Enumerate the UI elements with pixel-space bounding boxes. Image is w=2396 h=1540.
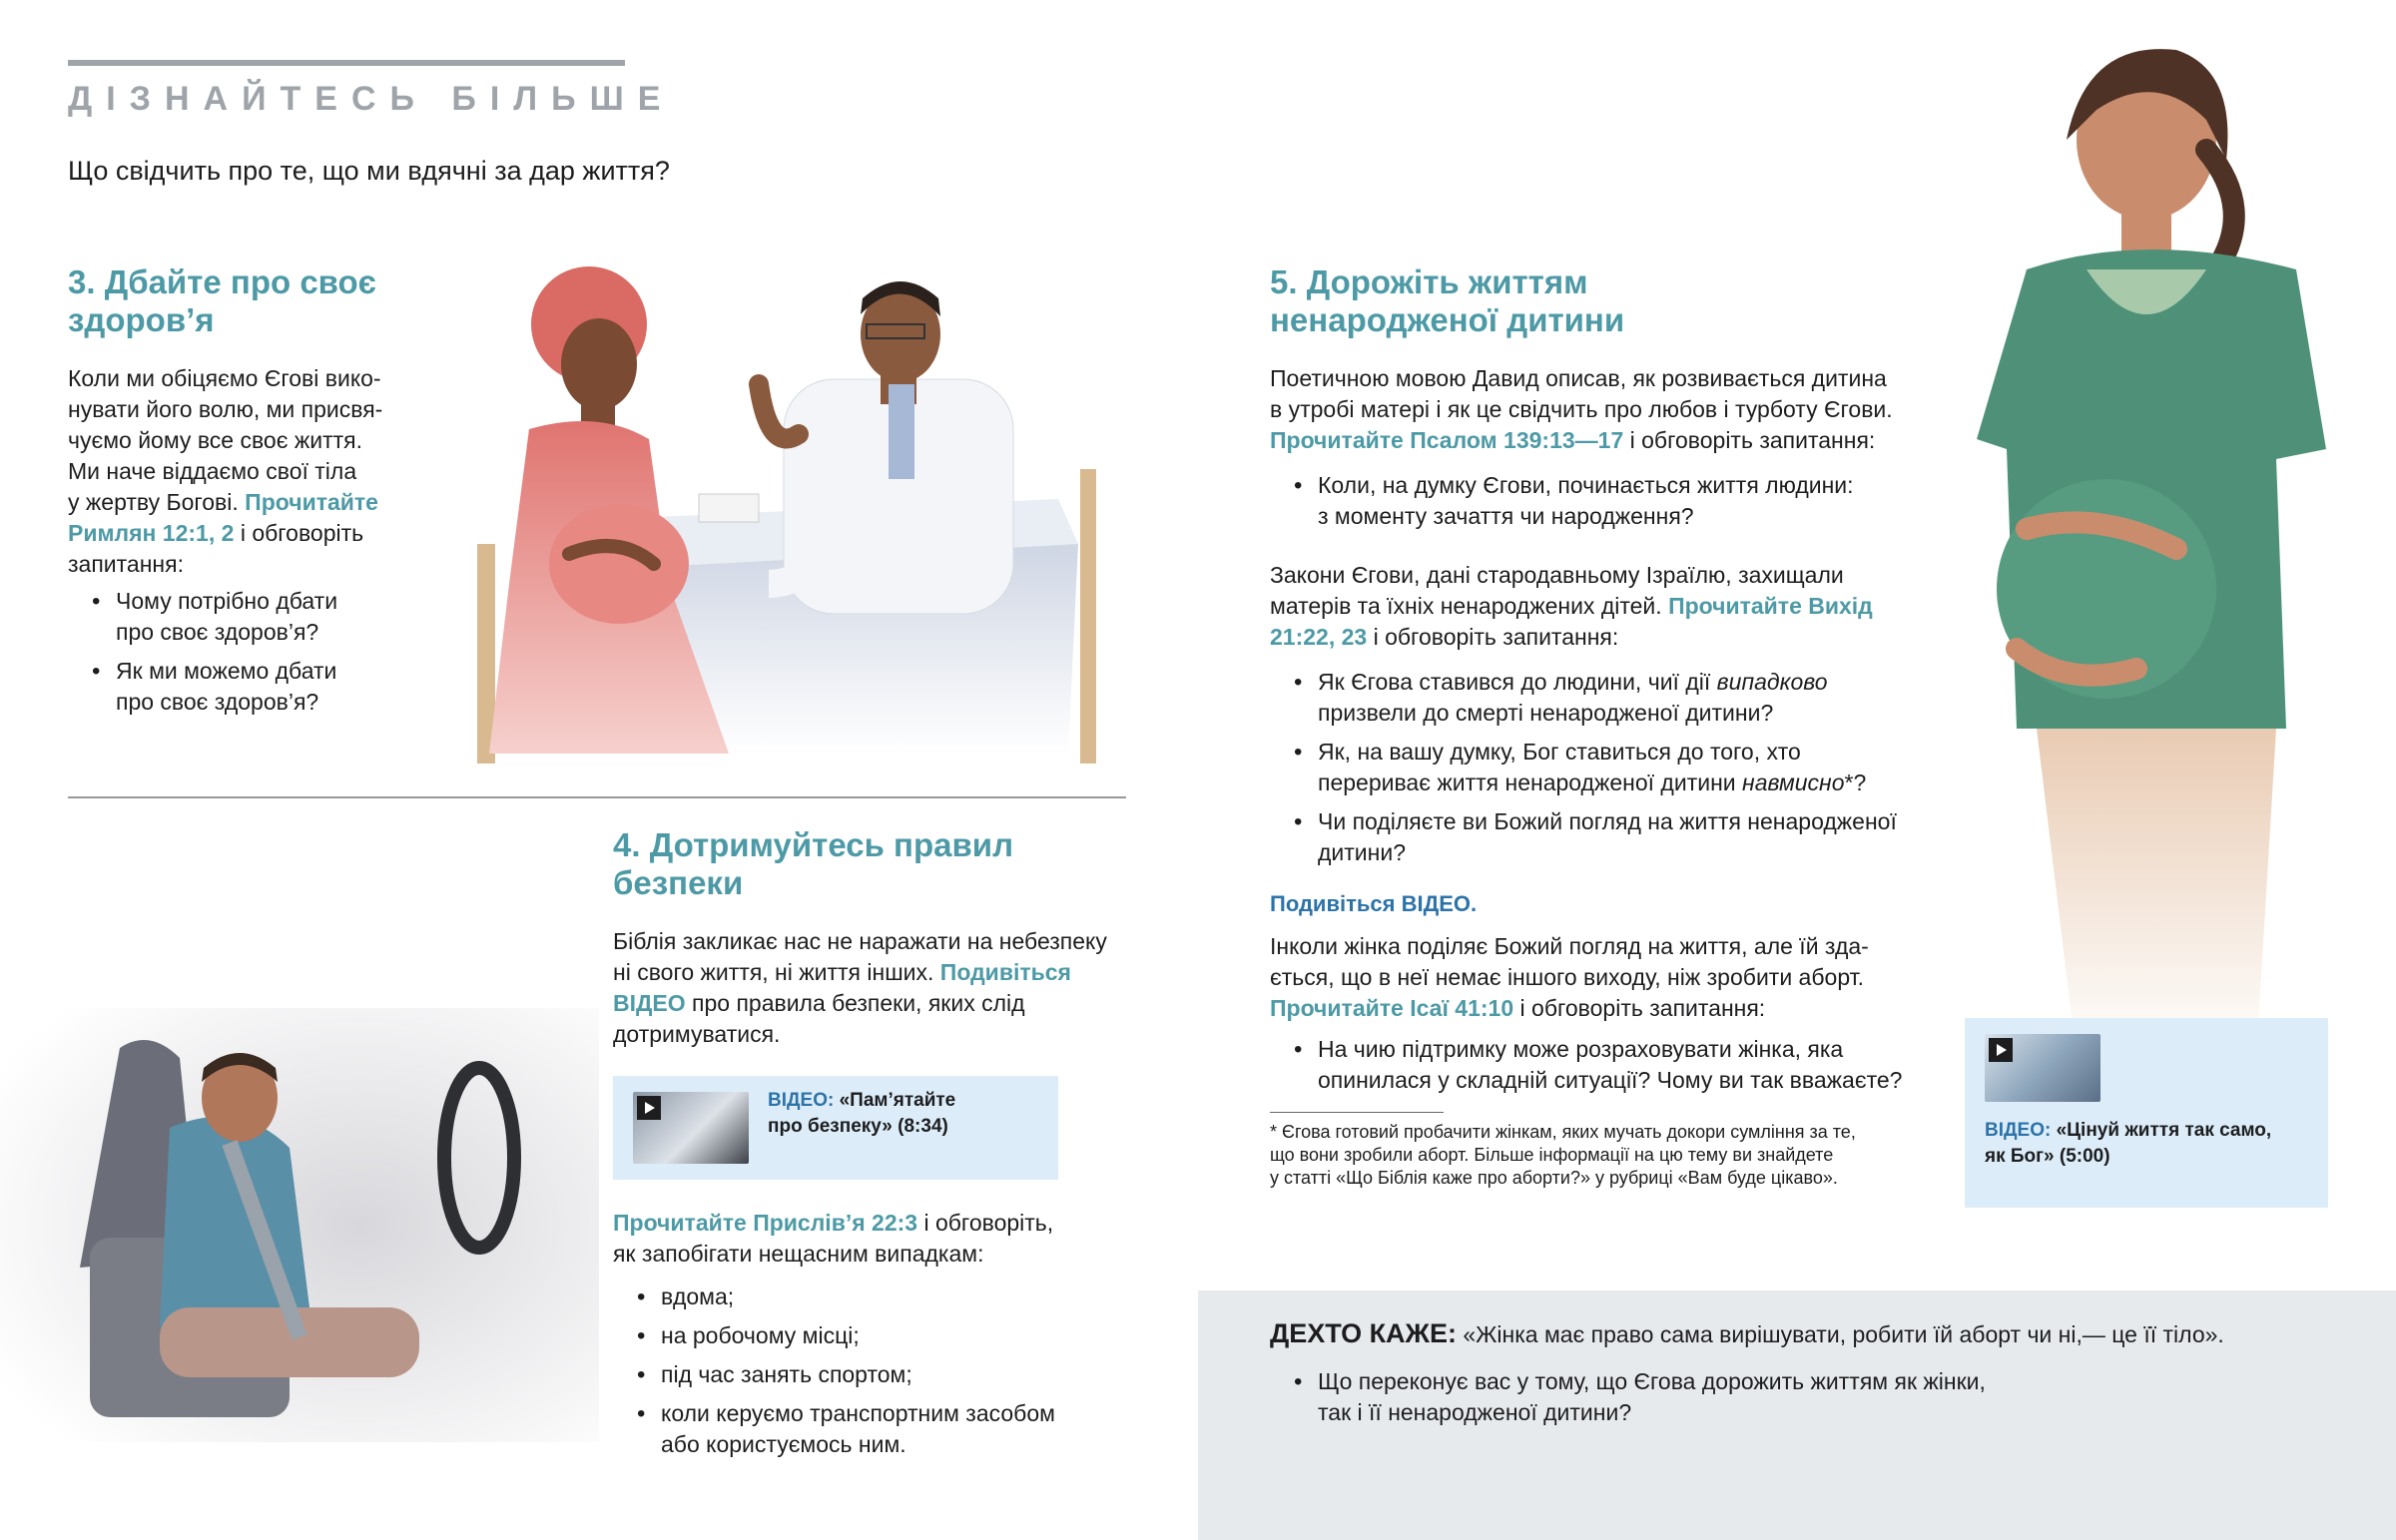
section-3-paragraph: Коли ми обіцяємо Єгові вико- нувати його волю, ми присвя- чуємо йому все своє життя. Ми наче віддаємо свої тіла у жертву Богові. Прочитайте Римлян 12:1, 2 і обговоріть запитання: — [68, 365, 383, 577]
list-item: • вдома; — [613, 1282, 1152, 1312]
list-item: • Що переконує вас у тому, що Єгова дорожить життям як жінки, так і її ненародженої дитини? — [1270, 1366, 2268, 1428]
pregnant-woman-illustration — [1957, 30, 2356, 1078]
section-5 — [1270, 263, 1969, 1190]
section-5-q2-list — [1270, 667, 1969, 868]
video-label: ВІДЕО: «Пам’ятайте про безпеку» (8:34) — [768, 1090, 956, 1137]
section-5-para-2: Закони Єгови, дані стародавньому Ізраїлю, захищали матерів та їхніх ненароджених дітей. Прочитайте Вихід 21:22, 23 і обговоріть запитання: — [1270, 562, 1873, 650]
play-icon[interactable] — [637, 1096, 661, 1120]
play-icon[interactable] — [1989, 1038, 2013, 1062]
list-item: • Як ми можемо дбати про своє здоров’я? — [68, 656, 417, 718]
seatbelt-illustration — [0, 1008, 599, 1442]
section-divider — [68, 796, 1126, 798]
list-item: • Як, на вашу думку, Бог ставиться до того, хто перериває життя ненародженої дитини навмисно*? — [1270, 737, 1969, 798]
watch-video-heading[interactable]: Подивіться ВІДЕО. — [1270, 891, 1478, 916]
section-5-para-3: Інколи жінка поділяє Божий погляд на життя, але їй зда- ється, що в неї немає іншого виходу, ніж зробити аборт. Прочитайте Ісаї 41:10 і обговоріть запитання: — [1270, 933, 1869, 1021]
section-5-q5 — [1270, 1034, 1969, 1096]
read-link-prefix[interactable]: Прочитайте — [245, 489, 378, 515]
section-3-questions — [68, 586, 417, 718]
section-4-list — [613, 1282, 1152, 1460]
section-4-paragraph: Біблія закликає нас не наражати на небезпеку ні свого життя, ні життя інших. Подивіться ВІДЕО про правила безпеки, яких слід дотримуватися. — [613, 928, 1107, 1047]
section-4 — [613, 826, 1132, 1050]
section-5-q1 — [1270, 470, 1969, 532]
section-4-heading: 4. Дотримуйтесь правил безпеки — [613, 826, 1014, 901]
doctor-visit-illustration — [469, 255, 1128, 769]
list-item: • під час занять спортом; — [613, 1359, 1152, 1390]
section-3-heading: 3. Дбайте про своє здоров’я — [68, 263, 376, 338]
safety-video-box[interactable] — [613, 1076, 1058, 1180]
page-question: Що свідчить про те, що ми вдячні за дар життя? — [68, 156, 670, 186]
some-say-label: ДЕХТО КАЖЕ: — [1270, 1318, 1457, 1348]
header-rule — [68, 60, 625, 66]
scripture-link-exodus-verses[interactable]: 21:22, 23 — [1270, 624, 1368, 650]
section-5-heading: 5. Дорожіть життям ненародженої дитини — [1270, 263, 1625, 338]
page-title: ДІЗНАЙТЕСЬ БІЛЬШЕ — [68, 80, 675, 118]
list-item: • На чию підтримку може розраховувати жінка, яка опинилася у складній ситуації? Чому ви так вважаєте? — [1270, 1034, 1969, 1096]
list-item: • на робочому місці; — [613, 1320, 1152, 1351]
some-say-panel — [1198, 1290, 2396, 1540]
list-item: • коли керуємо транспортним засобом або користуємось ним. — [613, 1398, 1152, 1460]
list-item: • Коли, на думку Єгови, починається життя людини: з моменту зачаття чи народження? — [1270, 470, 1969, 532]
value-life-video-box[interactable] — [1965, 1018, 2328, 1208]
list-item: • Чи поділяєте ви Божий погляд на життя ненародженої дитини? — [1270, 806, 1969, 868]
footnote: * Єгова готовий пробачити жінкам, яких мучать докори сумління за те, що вони зробили аборт. Більше інформації на цю тему ви знайдете у статті «Що Біблія каже про аборти?» у рубриці «Вам буде цікаво». — [1270, 1122, 1856, 1188]
video-label: ВІДЕО: «Цінуй життя так само, як Бог» (5:00) — [1985, 1120, 2272, 1167]
section-3 — [68, 263, 417, 726]
scripture-link-exodus[interactable]: Прочитайте Вихід — [1668, 593, 1873, 619]
list-item: • Чому потрібно дбати про своє здоров’я? — [68, 586, 417, 648]
scripture-link-proverbs[interactable]: Прочитайте Прислів’я 22:3 — [613, 1210, 918, 1236]
scripture-link-isaiah[interactable]: Прочитайте Ісаї 41:10 — [1270, 995, 1514, 1021]
footnote-rule — [1270, 1112, 1444, 1113]
video-thumbnail[interactable] — [1985, 1034, 2100, 1102]
video-thumbnail[interactable] — [633, 1092, 749, 1164]
section-5-para-1: Поетичною мовою Давид описав, як розвивається дитина в утробі матері і як це свідчить про любов і турботу Єгови. Прочитайте Псалом 139:13—17 і обговоріть запитання: — [1270, 365, 1893, 453]
section-4-read: Прочитайте Прислів’я 22:3 і обговоріть, як запобігати нещасним випадкам: • вдома; • на робочому місці; • під час занять спортом; • коли керуємо транспортним засобом або користуємось ним. — [613, 1208, 1152, 1468]
video-link[interactable]: ВІДЕО — [613, 990, 686, 1016]
watch-video-link[interactable]: Подивіться — [939, 959, 1071, 985]
scripture-link-romans[interactable]: Римлян 12:1, 2 — [68, 520, 235, 546]
some-say-question — [1270, 1366, 2268, 1436]
list-item: • Як Єгова ставився до людини, чиї дії випадково призвели до смерті ненародженої дитини? — [1270, 667, 1969, 729]
some-say-quote: ДЕХТО КАЖЕ: «Жінка має право сама вирішувати, робити їй аборт чи ні,— це її тіло». — [1270, 1318, 2224, 1348]
scripture-link-psalm[interactable]: Прочитайте Псалом 139:13—17 — [1270, 427, 1624, 453]
